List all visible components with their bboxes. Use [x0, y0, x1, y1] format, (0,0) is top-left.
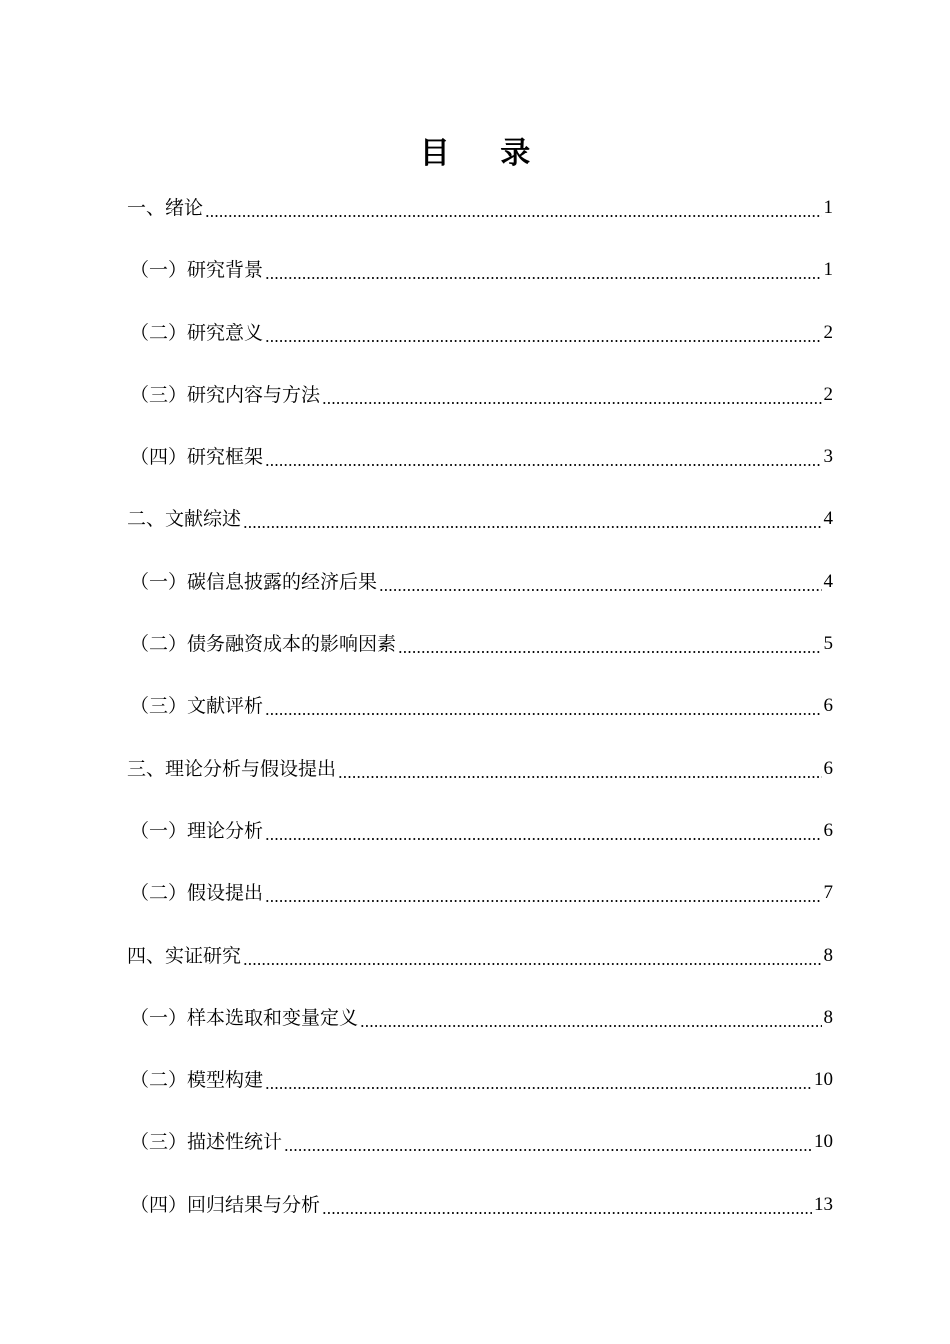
toc-entry-label: （三）描述性统计	[130, 1131, 283, 1154]
toc-entry-label: （三）研究内容与方法	[130, 383, 321, 406]
dot-leader	[284, 1128, 812, 1156]
toc-entry-page-number: 6	[823, 695, 833, 717]
toc-entry[interactable]	[127, 505, 833, 567]
toc-entry-label: （一）研究背景	[130, 259, 264, 282]
toc-entry[interactable]	[127, 630, 833, 692]
toc-entry-page-number: 8	[823, 944, 833, 966]
toc-entry-label: 三、理论分析与假设提出	[127, 757, 337, 780]
toc-entry-label: （二）模型构建	[130, 1069, 264, 1092]
toc-entry-page-number: 3	[823, 446, 833, 468]
dot-leader	[265, 256, 821, 284]
dot-leader	[265, 817, 821, 845]
dot-leader	[265, 443, 821, 471]
toc-entry-page-number: 5	[823, 633, 833, 655]
dot-leader	[398, 630, 821, 658]
toc-entry[interactable]	[127, 755, 833, 817]
toc-entry[interactable]	[127, 1191, 833, 1253]
dot-leader	[243, 942, 821, 970]
toc-entry-page-number: 10	[814, 1131, 833, 1153]
toc-entry-page-number: 4	[823, 508, 833, 530]
toc-entry[interactable]	[127, 1128, 833, 1190]
toc-entry[interactable]	[127, 692, 833, 754]
dot-leader	[322, 1191, 812, 1219]
toc-entry-label: （二）假设提出	[130, 882, 264, 905]
dot-leader	[338, 755, 821, 783]
toc-entry-page-number: 2	[823, 321, 833, 343]
toc-entry-page-number: 7	[823, 882, 833, 904]
toc-entry[interactable]	[127, 381, 833, 443]
toc-entry-label: 二、文献综述	[127, 508, 242, 531]
toc-entry-page-number: 13	[814, 1193, 833, 1215]
toc-entry-page-number: 1	[823, 197, 833, 218]
toc-entry[interactable]	[127, 879, 833, 941]
toc-entry[interactable]	[127, 1004, 833, 1066]
toc-entry[interactable]	[127, 443, 833, 505]
toc-entry-page-number: 1	[823, 259, 833, 281]
toc-entry-page-number: 6	[823, 819, 833, 841]
toc-entry[interactable]	[127, 817, 833, 879]
dot-leader	[379, 568, 821, 596]
toc-entry-label: （二）研究意义	[130, 321, 264, 344]
toc-entry[interactable]	[127, 256, 833, 318]
toc-entry-page-number: 8	[823, 1006, 833, 1028]
toc-entry-page-number: 6	[823, 757, 833, 779]
dot-leader	[265, 692, 821, 720]
toc-entry-page-number: 4	[823, 570, 833, 592]
dot-leader	[360, 1004, 821, 1032]
dot-leader	[205, 194, 821, 222]
toc-title: 目 录	[419, 136, 551, 171]
dot-leader	[322, 381, 821, 409]
toc-entry-label: （一）碳信息披露的经济后果	[130, 570, 378, 593]
toc-entry-label: （三）文献评析	[130, 695, 264, 718]
toc-entry-label: （二）债务融资成本的影响因素	[130, 633, 397, 656]
toc-entry-page-number: 10	[814, 1069, 833, 1091]
dot-leader	[265, 879, 821, 907]
toc-entry[interactable]	[127, 319, 833, 381]
dot-leader	[243, 505, 821, 533]
toc-entry[interactable]	[127, 194, 833, 256]
toc-entry-label: （一）理论分析	[130, 819, 264, 842]
toc-entry-label: （四）研究框架	[130, 446, 264, 469]
dot-leader	[265, 319, 821, 347]
toc-entry[interactable]	[127, 568, 833, 630]
toc-entry-label: （一）样本选取和变量定义	[130, 1006, 359, 1029]
toc-entry-page-number: 2	[823, 383, 833, 405]
toc-entry-label: （四）回归结果与分析	[130, 1193, 321, 1216]
table-of-contents	[127, 194, 833, 1253]
toc-entry-label: 四、实证研究	[127, 944, 242, 967]
toc-entry[interactable]	[127, 942, 833, 1004]
dot-leader	[265, 1066, 812, 1094]
toc-entry-label: 一、绪论	[127, 197, 204, 219]
toc-entry[interactable]	[127, 1066, 833, 1128]
